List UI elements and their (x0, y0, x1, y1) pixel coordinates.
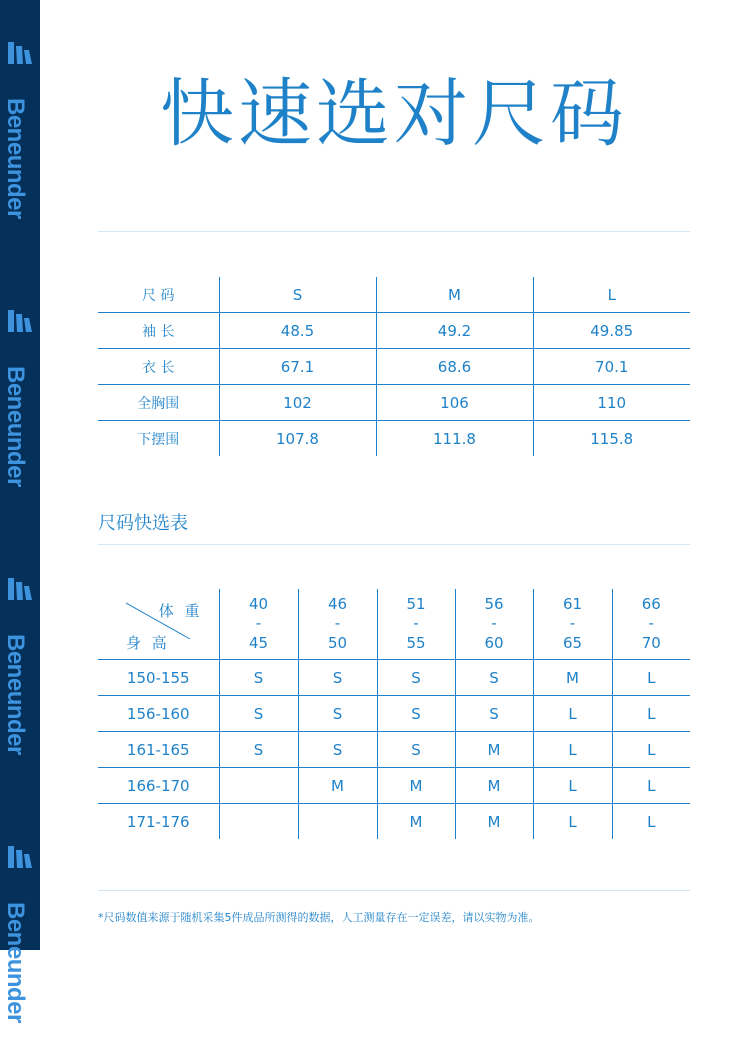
table-cell: 111.8 (376, 421, 533, 457)
weight-header-cell: 56 - 60 (455, 589, 533, 660)
table-row (98, 349, 690, 385)
size-cell: L (612, 768, 690, 804)
table-row (98, 385, 690, 421)
size-cell: S (298, 660, 377, 696)
size-cell (219, 768, 298, 804)
size-cell: M (455, 732, 533, 768)
size-cell: L (612, 696, 690, 732)
brand-strip (0, 0, 40, 1023)
divider (98, 231, 690, 232)
brand-logo-icon (8, 844, 32, 868)
divider (98, 544, 690, 545)
size-cell: S (455, 660, 533, 696)
size-cell: L (533, 768, 612, 804)
height-range-cell: 171-176 (98, 804, 219, 840)
table-cell: 115.8 (533, 421, 690, 457)
brand-block (0, 40, 40, 260)
footnote: *尺码数值来源于随机采集5件成品所测得的数据，人工测量存在一定误差，请以实物为准。 (98, 911, 540, 924)
brand-logo-icon (8, 308, 32, 332)
size-cell: L (612, 660, 690, 696)
weight-header-cell: 51 - 55 (377, 589, 455, 660)
size-cell (298, 804, 377, 840)
table-header-row (98, 277, 690, 313)
table-header-cell: 尺 码 (98, 277, 219, 313)
size-cell: S (298, 732, 377, 768)
table-cell: 70.1 (533, 349, 690, 385)
table-header-cell: L (533, 277, 690, 313)
table-row (98, 804, 690, 840)
table-row (98, 768, 690, 804)
size-cell: S (219, 696, 298, 732)
size-cell: M (455, 768, 533, 804)
table-row (98, 421, 690, 457)
row-label: 全胸围 (98, 385, 219, 421)
table-header-cell: S (219, 277, 376, 313)
size-cell: M (455, 804, 533, 840)
size-cell: S (219, 732, 298, 768)
table-header-row (98, 589, 690, 660)
table-cell: 106 (376, 385, 533, 421)
table-cell: 107.8 (219, 421, 376, 457)
size-cell: S (219, 660, 298, 696)
table-cell: 102 (219, 385, 376, 421)
brand-name: Beneunder (2, 902, 29, 1023)
brand-name: Beneunder (2, 366, 29, 487)
brand-block (0, 844, 40, 1064)
page-title: 快速选对尺码 (160, 71, 628, 157)
size-cell: L (533, 732, 612, 768)
brand-name: Beneunder (2, 98, 29, 219)
table-row (98, 313, 690, 349)
brand-name: Beneunder (2, 634, 29, 755)
size-cell: S (377, 696, 455, 732)
weight-header-cell: 46 - 50 (298, 589, 377, 660)
size-cell: M (377, 768, 455, 804)
table-row (98, 732, 690, 768)
size-cell: M (298, 768, 377, 804)
size-cell: S (377, 660, 455, 696)
quick-select-title: 尺码快选表 (98, 513, 188, 534)
size-cell: L (533, 804, 612, 840)
brand-block (0, 308, 40, 528)
height-range-cell: 150-155 (98, 660, 219, 696)
brand-block (0, 576, 40, 796)
height-range-cell: 156-160 (98, 696, 219, 732)
table-row (98, 660, 690, 696)
weight-header-cell: 40 - 45 (219, 589, 298, 660)
table-cell: 49.2 (376, 313, 533, 349)
size-cell: M (533, 660, 612, 696)
weight-header-cell: 61 - 65 (533, 589, 612, 660)
divider (98, 890, 690, 891)
size-cell: S (377, 732, 455, 768)
table-cell: 49.85 (533, 313, 690, 349)
quick-select-table (98, 589, 690, 839)
size-cell: L (533, 696, 612, 732)
weight-header-cell: 66 - 70 (612, 589, 690, 660)
table-header-cell: M (376, 277, 533, 313)
row-label: 下摆围 (98, 421, 219, 457)
size-cell: S (298, 696, 377, 732)
table-cell: 48.5 (219, 313, 376, 349)
size-cell: M (377, 804, 455, 840)
height-range-cell: 161-165 (98, 732, 219, 768)
size-cell: L (612, 804, 690, 840)
row-label: 衣 长 (98, 349, 219, 385)
weight-axis-label: 体 重 (158, 602, 203, 620)
table-row (98, 696, 690, 732)
size-cell: S (455, 696, 533, 732)
brand-logo-icon (8, 40, 32, 64)
diagonal-header-cell (98, 589, 219, 660)
table-cell: 110 (533, 385, 690, 421)
size-cell (219, 804, 298, 840)
row-label: 袖 长 (98, 313, 219, 349)
size-cell: L (612, 732, 690, 768)
height-range-cell: 166-170 (98, 768, 219, 804)
table-cell: 67.1 (219, 349, 376, 385)
table-cell: 68.6 (376, 349, 533, 385)
brand-logo-icon (8, 576, 32, 600)
size-measurement-table (98, 277, 690, 456)
height-axis-label: 身 高 (126, 634, 170, 652)
